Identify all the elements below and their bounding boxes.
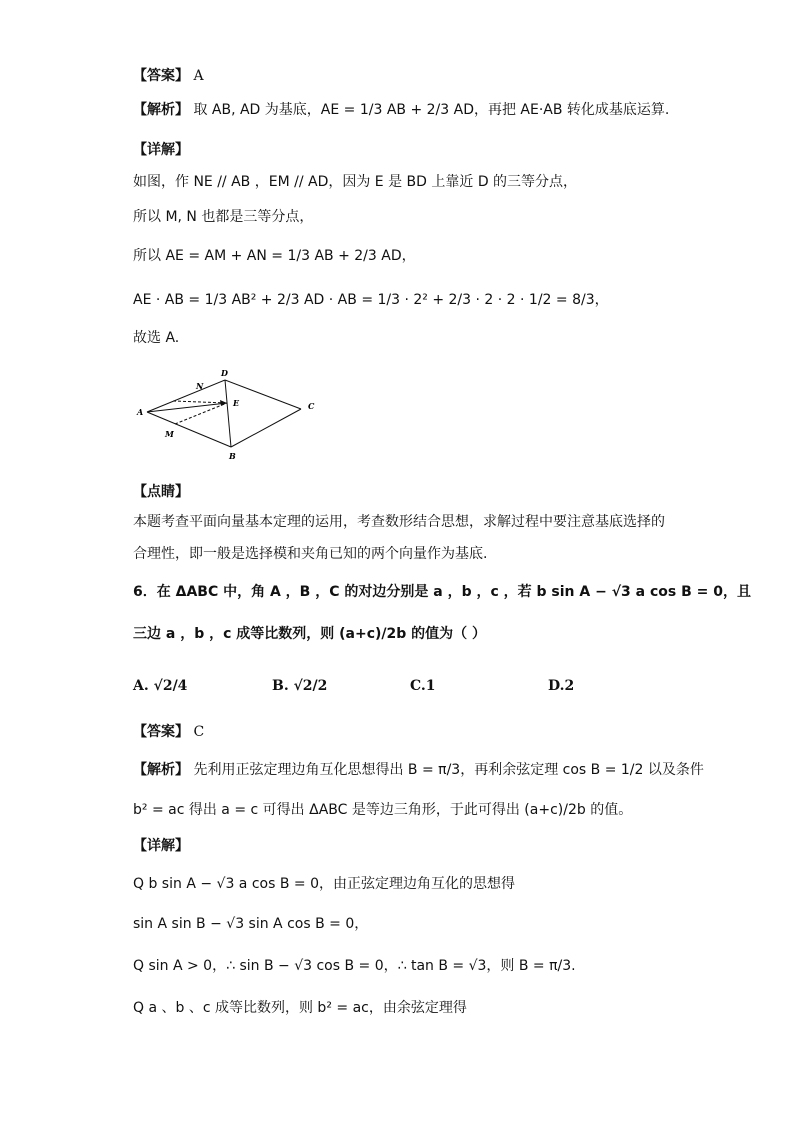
answer-tag: 【答案】: [133, 724, 189, 740]
edge-BA: [147, 412, 231, 447]
analysis-line-q5: [133, 100, 669, 120]
segment-NE: [173, 401, 227, 403]
option-b-value: √2/2: [293, 678, 328, 694]
answer-value: C: [193, 724, 205, 740]
label-M: M: [165, 429, 174, 439]
detail-line-1: 如图，作 NE // AB ，EM // AD，因为 E 是 BD 上靠近 D 的三等分点，: [133, 174, 578, 190]
analysis-line-q6-2: b² = ac 得出 a = c 可得出 ΔABC 是等边三角形，于此可得出 (a+c)/2b 的值。: [133, 802, 633, 818]
analysis-tag: 【解析】: [133, 762, 189, 778]
q6-stem-line-1: 6．在 ΔABC 中，角 A ，B ，C 的对边分别是 a ，b ，c ，若 b sin A − √3 a cos B = 0，且: [133, 584, 751, 600]
option-a: A. √2/4: [133, 678, 188, 694]
label-N: N: [196, 381, 204, 391]
detail-line-2: 所以 M, N 也都是三等分点，: [133, 209, 314, 225]
detail-line-3: 所以 AE = AM + AN = 1/3 AB + 2/3 AD，: [133, 248, 416, 264]
label-C: C: [308, 401, 315, 411]
option-d: D.2: [548, 678, 575, 694]
answer-line-q6: [133, 722, 204, 742]
detail-tag-q6: 【详解】: [133, 838, 189, 854]
label-E: E: [233, 398, 240, 408]
detail-line-5: 故选 A.: [133, 330, 180, 346]
q6-detail-line-1: Q b sin A − √3 a cos B = 0，由正弦定理边角互化的思想得: [133, 876, 515, 892]
analysis-text: 取 AB, AD 为基底，AE = 1/3 AB + 2/3 AD，再把 AE·AB 转化成基底运算.: [193, 102, 670, 118]
comment-tag-q5: 【点睛】: [133, 484, 189, 500]
option-a-value: √2/4: [153, 678, 188, 694]
label-A: A: [137, 407, 144, 417]
analysis-tag: 【解析】: [133, 102, 189, 118]
q6-stem-line-2: 三边 a ，b ，c 成等比数列，则 (a+c)/2b 的值为（ ）: [133, 626, 487, 642]
option-b: B. √2/2: [272, 678, 328, 694]
comment-line-2: 合理性，即一般是选择模和夹角已知的两个向量作为基底.: [133, 546, 488, 562]
comment-line-1: 本题考查平面向量基本定理的运用，考查数形结合思想，求解过程中要注意基底选择的: [133, 514, 665, 530]
answer-tag: 【答案】: [133, 68, 189, 84]
answer-value: A: [193, 68, 204, 84]
analysis-line-q6-1: 【解析】 先利用正弦定理边角互化思想得出 B = π/3，再利余弦定理 cos B = 1/2 以及条件: [133, 762, 704, 778]
detail-line-4: AE · AB = 1/3 AB² + 2/3 AD · AB = 1/3 · 2² + 2/3 · 2 · 2 · 1/2 = 8/3，: [133, 292, 609, 308]
q6-detail-line-3: Q sin A > 0，∴ sin B − √3 cos B = 0，∴ tan B = √3，则 B = π/3.: [133, 958, 576, 974]
q6-detail-line-4: Q a 、b 、c 成等比数列，则 b² = ac，由余弦定理得: [133, 1000, 467, 1016]
answer-line-q5: [133, 66, 204, 86]
option-c: C.1: [410, 678, 436, 694]
detail-tag-q5: 【详解】: [133, 142, 189, 158]
label-D: D: [221, 368, 228, 378]
q6-detail-line-2: sin A sin B − √3 sin A cos B = 0，: [133, 916, 369, 932]
option-d-value: 2: [564, 678, 575, 694]
edge-CB: [231, 409, 301, 447]
option-c-value: 1: [425, 678, 436, 694]
geometry-figure: [133, 365, 333, 461]
label-B: B: [229, 451, 236, 461]
diagonal-DB: [225, 380, 231, 447]
